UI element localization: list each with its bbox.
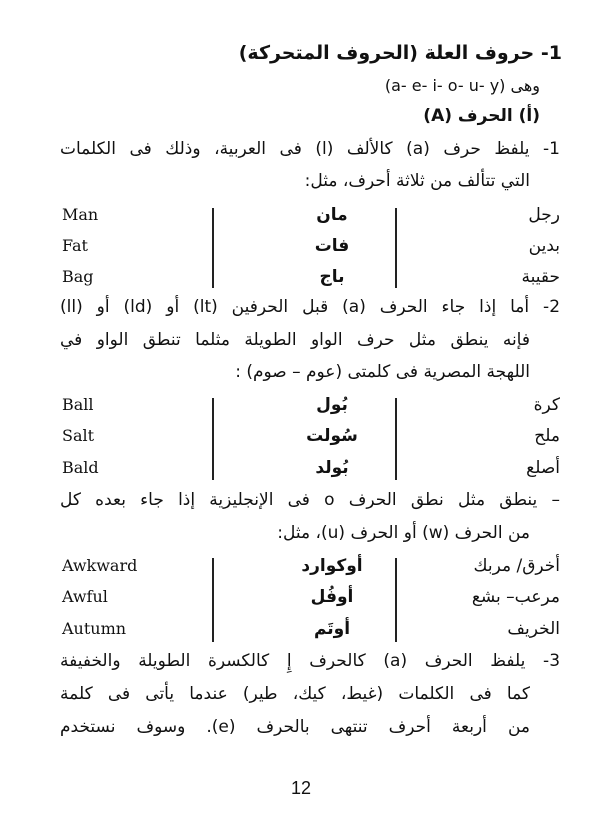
p4-line-2: كما فى الكلمات (غيط، كيك، طير) عندما يأتى فى كلمة: [60, 684, 530, 704]
transliteration: أوكوارد: [301, 556, 363, 576]
transliteration: سُولت: [306, 426, 358, 446]
table-row: [62, 203, 560, 233]
p2-line-2: فإنه ينطق مثل حرف الواو الطويلة مثلما تنطق الواو في: [60, 330, 530, 350]
transliteration: بُول: [316, 395, 348, 415]
english-word: Man: [62, 205, 99, 224]
section-heading: 1- حروف العلة (الحروف المتحركة): [238, 42, 562, 64]
english-word: Fat: [62, 236, 88, 255]
p4-line-3: من أربعة أحرف تنتهى بالحرف (e). وسوف نستخدم: [60, 717, 530, 737]
table-row: [62, 424, 560, 454]
english-word: Awkward: [62, 556, 138, 575]
table-row: [62, 393, 560, 423]
arabic-meaning: أصلع: [526, 458, 560, 478]
transliteration: باج: [319, 267, 345, 287]
table-row: [62, 617, 560, 647]
arabic-meaning: كرة: [533, 395, 560, 415]
p3-line-2: من الحرف (w) أو الحرف (u)، مثل:: [277, 523, 530, 543]
arabic-meaning: مرعب– بشع: [471, 587, 560, 607]
english-word: Awful: [62, 587, 108, 606]
arabic-meaning: الخريف: [507, 619, 560, 639]
arabic-meaning: ملح: [534, 426, 560, 446]
p1-line-1: 1- يلفظ حرف (a) كالألف (ا) فى العربية، وذلك فى الكلمات: [60, 139, 560, 159]
english-word: Salt: [62, 426, 95, 445]
english-word: Bag: [62, 267, 94, 286]
transliteration: بُولد: [315, 458, 349, 478]
page-number: 12: [290, 778, 312, 798]
table-row: [62, 265, 560, 295]
transliteration: أوفُل: [310, 587, 354, 607]
letter-a-heading: (أ) الحرف (A): [423, 106, 540, 126]
table-row: [62, 585, 560, 615]
english-word: Autumn: [62, 619, 127, 638]
p2-line-1: 2- أما إذا جاء الحرف (a) قبل الحرفين (lt) أو (ld) أو (ll): [60, 297, 561, 317]
arabic-meaning: بدين: [528, 236, 560, 256]
table-row: [62, 554, 560, 584]
p1-line-2: التي تتألف من ثلاثة أحرف، مثل:: [304, 171, 530, 191]
english-word: Bald: [62, 458, 99, 477]
transliteration: أوتَم: [313, 619, 351, 639]
table-row: [62, 234, 560, 264]
arabic-meaning: رجل: [528, 205, 560, 225]
vowels-line: وهى (a- e- i- o- u- y): [384, 76, 540, 95]
arabic-meaning: أخرق/ مربك: [473, 556, 560, 576]
transliteration: فات: [314, 236, 350, 256]
english-word: Ball: [62, 395, 94, 414]
transliteration: مان: [316, 205, 348, 225]
table-row: [62, 456, 560, 486]
p2-line-3: اللهجة المصرية فى كلمتى (عوم – صوم) :: [235, 362, 530, 382]
p4-line-1: 3- يلفظ الحرف (a) كالحرف إِ كالكسرة الطويلة والخفيفة: [60, 651, 561, 671]
p3-line-1: – ينطق مثل نطق الحرف o فى الإنجليزية إذا جاء بعده كل: [60, 490, 560, 510]
arabic-meaning: حقيبة: [521, 267, 560, 287]
